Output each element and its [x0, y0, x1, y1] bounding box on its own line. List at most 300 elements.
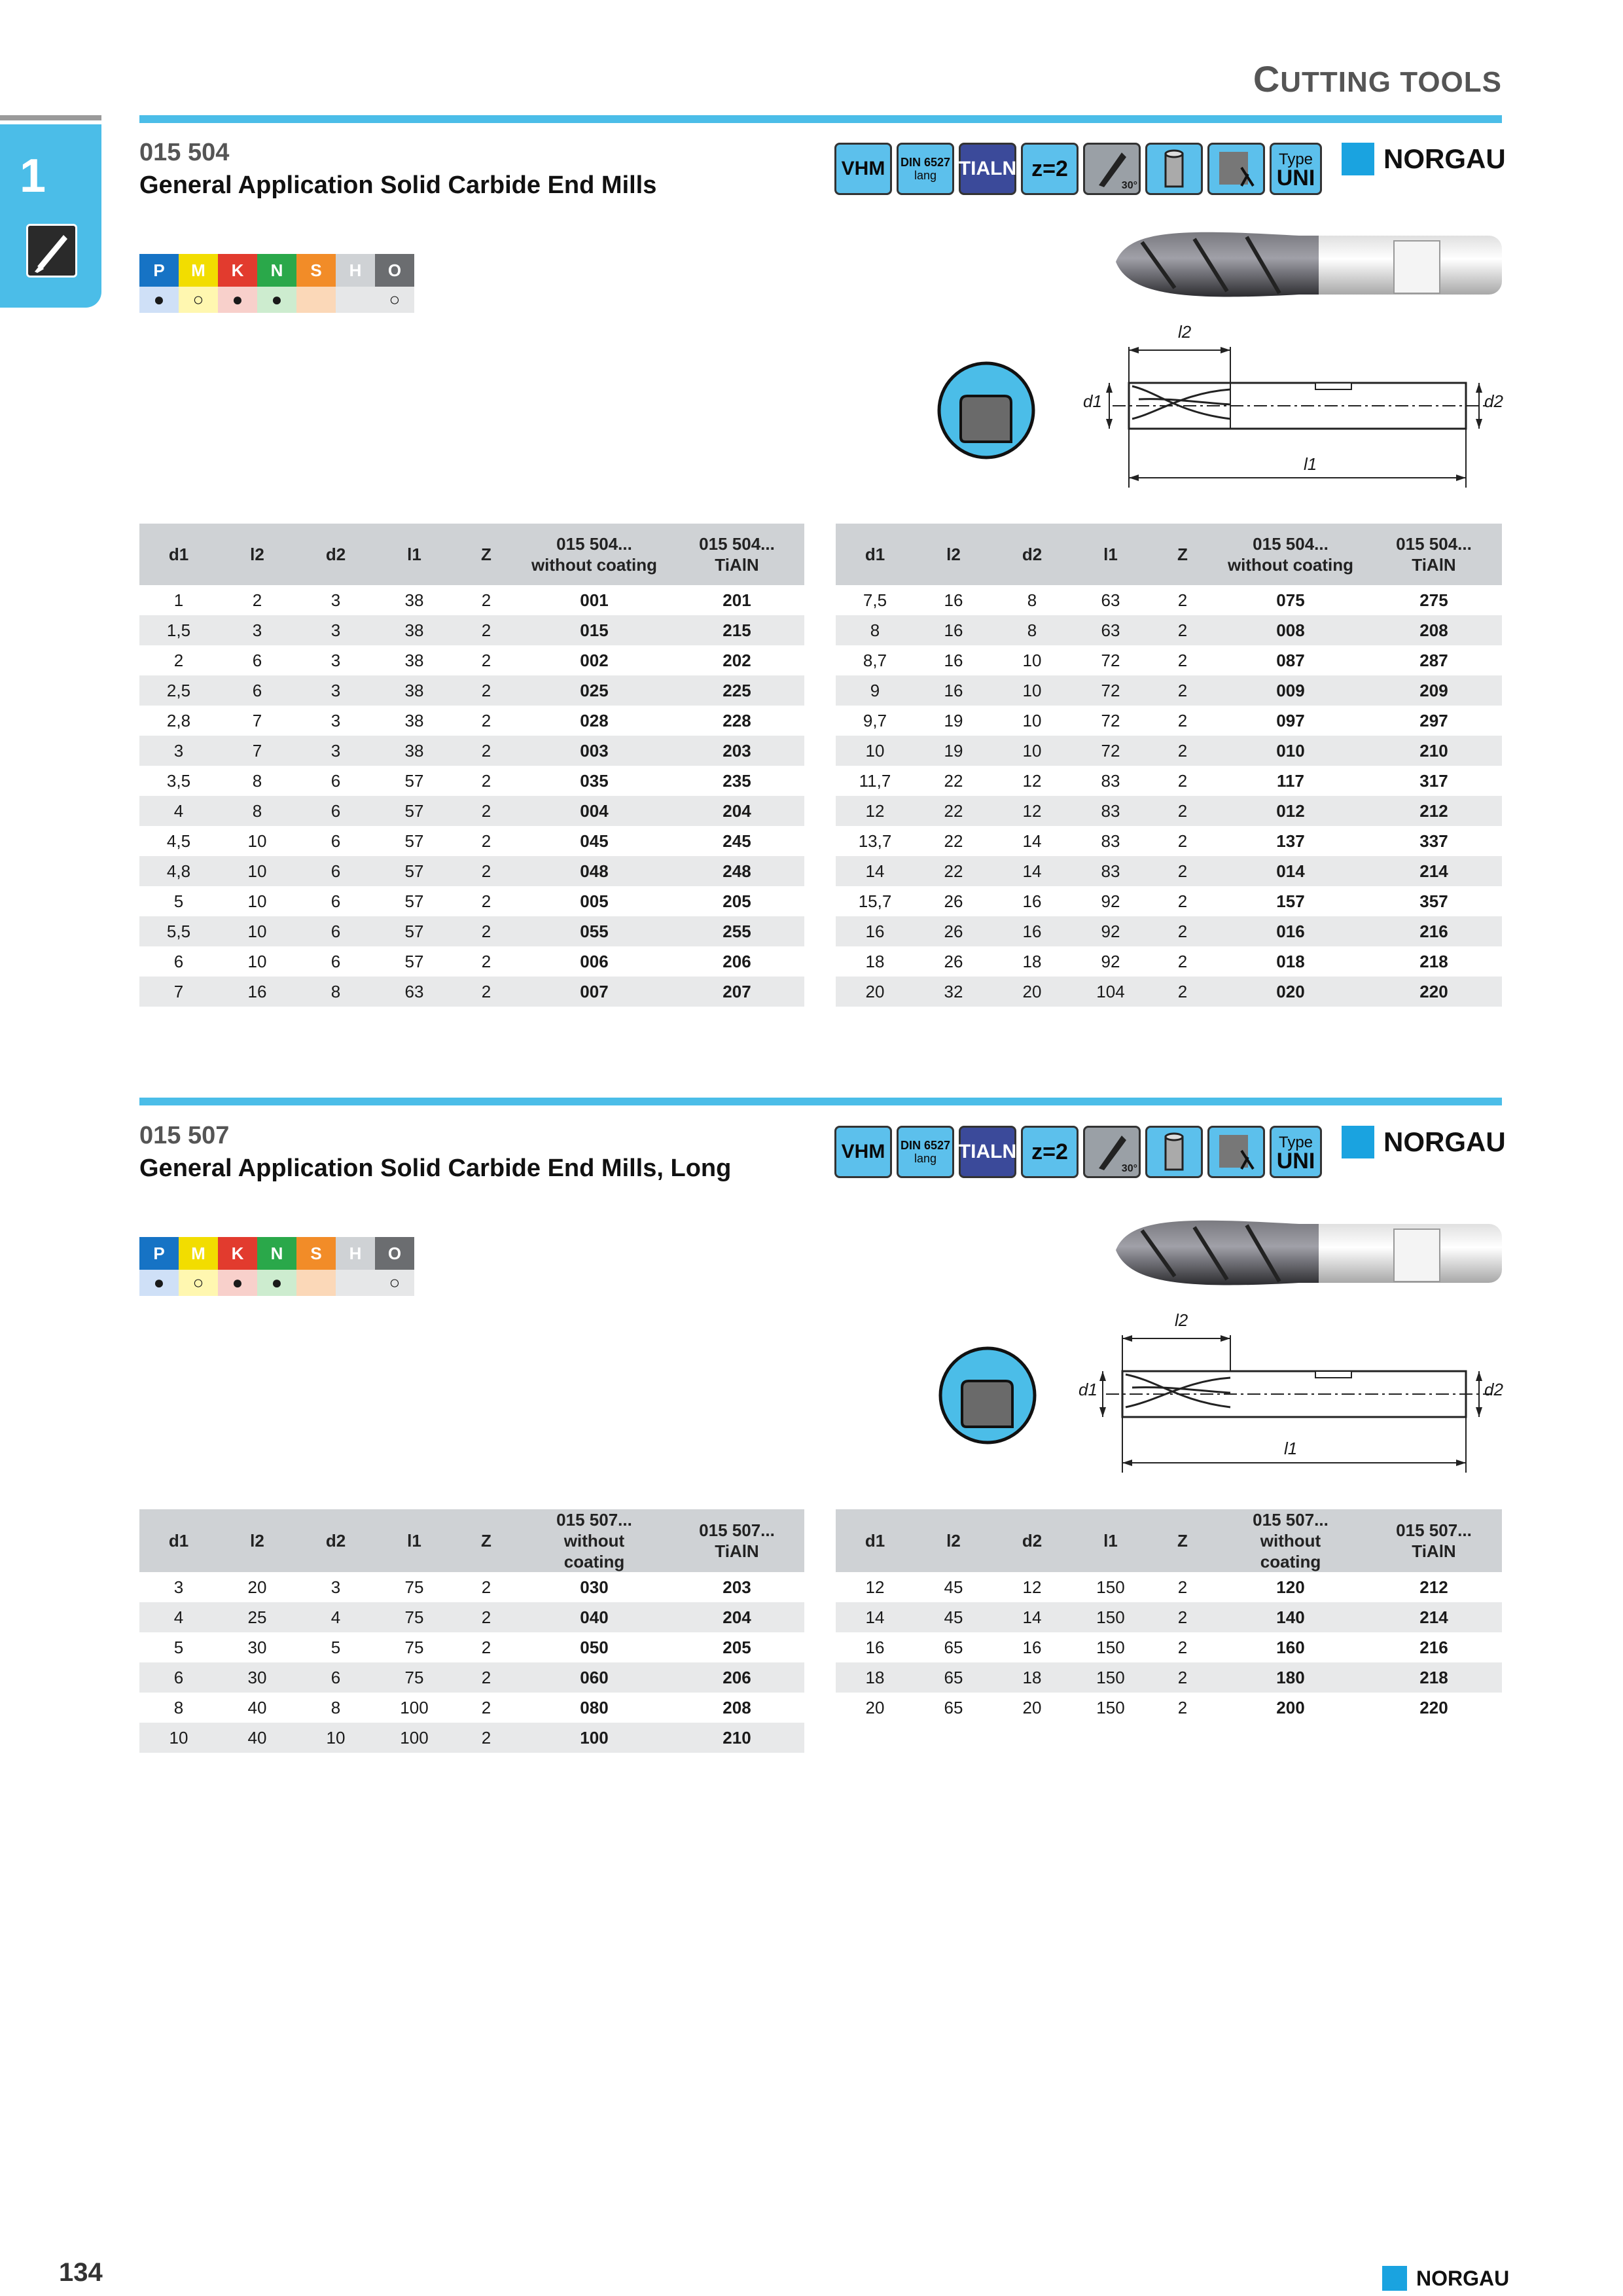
- table-cell: 203: [669, 736, 804, 766]
- table-cell: 060: [519, 1662, 669, 1693]
- column-header: d2: [993, 524, 1071, 585]
- table-cell: 30: [247, 1637, 267, 1657]
- table-cell: 10: [296, 1723, 375, 1753]
- table-row: [836, 645, 1502, 675]
- table-cell: 212: [1419, 1577, 1448, 1597]
- table-cell: 16: [914, 615, 993, 645]
- table-row: [139, 1662, 804, 1693]
- table-cell: 2: [454, 615, 519, 645]
- material-suitability-mark: ●: [139, 1270, 179, 1296]
- table-cell: 12: [993, 796, 1071, 826]
- table-cell: 214: [1366, 1602, 1502, 1632]
- table-cell: 104: [1071, 977, 1150, 1007]
- table-cell: 12: [1022, 770, 1042, 791]
- column-header: 015 507... TiAlN: [1366, 1509, 1502, 1572]
- table-cell: 2,8: [166, 710, 191, 730]
- table-cell: 7: [139, 977, 218, 1007]
- column-header: Z: [1150, 524, 1215, 585]
- table-row: [836, 1632, 1502, 1662]
- table-cell: 13,7: [858, 831, 892, 851]
- table-cell: 3: [296, 736, 375, 766]
- table-cell: 100: [400, 1697, 429, 1717]
- column-header: d1: [836, 1509, 914, 1572]
- dimension-drawing: [1073, 321, 1505, 491]
- table-cell: 3: [330, 710, 341, 730]
- table-row: [139, 1602, 804, 1632]
- table-cell: 150: [1096, 1577, 1125, 1597]
- column-header: d2: [296, 524, 375, 585]
- column-header: 015 504... without coating: [519, 524, 669, 585]
- table-cell: 2: [1177, 1577, 1188, 1597]
- table-cell: 050: [580, 1637, 609, 1657]
- table-cell: 2: [454, 796, 519, 826]
- table-row: [836, 766, 1502, 796]
- table-cell: 8,7: [863, 650, 887, 670]
- table-cell: 9,7: [863, 710, 887, 730]
- dim-label-d1: d1: [1083, 391, 1102, 411]
- table-cell: 137: [1276, 831, 1305, 851]
- table-cell: 220: [1366, 977, 1502, 1007]
- table-cell: 204: [669, 796, 804, 826]
- table-cell: 22: [944, 831, 963, 851]
- table-cell: 035: [580, 770, 609, 791]
- table-cell: 005: [580, 891, 609, 911]
- table-cell: 18: [836, 1662, 914, 1693]
- material-suitability-mark: ●: [218, 287, 257, 313]
- column-header: 015 507... TiAlN: [669, 1509, 804, 1572]
- table-cell: 287: [1419, 650, 1448, 670]
- table-cell: 010: [1215, 736, 1366, 766]
- column-header: Z: [1150, 1509, 1215, 1572]
- table-cell: 83: [1071, 856, 1150, 886]
- table-cell: 20: [836, 977, 914, 1007]
- table-cell: 6: [296, 856, 375, 886]
- brand-square-icon: [1382, 2266, 1407, 2291]
- column-header: 015 507... without coating: [519, 1509, 669, 1572]
- material-table: [139, 254, 414, 313]
- table-cell: 3: [330, 1577, 341, 1597]
- table-cell: 10: [247, 831, 267, 851]
- table-cell: 201: [722, 590, 751, 610]
- din-badge: DIN 6527 lang: [897, 143, 954, 195]
- table-cell: 10: [1022, 710, 1042, 730]
- table-cell: 097: [1276, 710, 1305, 730]
- table-cell: 6: [330, 891, 341, 911]
- table-cell: 206: [669, 1662, 804, 1693]
- table-cell: 150: [1071, 1602, 1150, 1632]
- table-cell: 2: [1177, 831, 1188, 851]
- table-cell: 8: [296, 977, 375, 1007]
- chapter-tab-top-line: [0, 115, 101, 120]
- type-uni-badge: Type UNI: [1270, 1126, 1322, 1178]
- table-row: [139, 886, 804, 916]
- table-cell: 2: [1150, 916, 1215, 946]
- table-cell: 160: [1276, 1637, 1305, 1657]
- page-number: 134: [59, 2258, 103, 2287]
- table-cell: 75: [375, 1662, 454, 1693]
- table-cell: 157: [1276, 891, 1305, 911]
- table-cell: 2: [481, 1697, 491, 1717]
- table-cell: 83: [1101, 831, 1120, 851]
- table-cell: 215: [669, 615, 804, 645]
- table-row: [139, 1693, 804, 1723]
- table-cell: 216: [1366, 916, 1502, 946]
- table-cell: 248: [669, 856, 804, 886]
- table-row: [836, 615, 1502, 645]
- table-cell: 20: [993, 977, 1071, 1007]
- table-cell: 202: [722, 650, 751, 670]
- table-row: [836, 796, 1502, 826]
- table-cell: 2: [1177, 770, 1188, 791]
- table-cell: 3,5: [166, 770, 191, 791]
- table-cell: 4: [139, 1602, 218, 1632]
- table-cell: 212: [1366, 796, 1502, 826]
- table-cell: 57: [404, 891, 424, 911]
- table-cell: 2: [1177, 650, 1188, 670]
- table-cell: 57: [375, 856, 454, 886]
- table-cell: 63: [1101, 590, 1120, 610]
- table-cell: 025: [519, 675, 669, 706]
- footer-brand-logo: NORGAU: [1382, 2266, 1509, 2291]
- table-cell: 72: [1071, 736, 1150, 766]
- table-cell: 8: [252, 770, 262, 791]
- tool-image: [1103, 1211, 1502, 1296]
- table-cell: 216: [1419, 1637, 1448, 1657]
- data-table-left: [139, 1509, 804, 1753]
- table-cell: 205: [722, 1637, 751, 1657]
- table-cell: 5,5: [139, 916, 218, 946]
- table-cell: 10: [218, 856, 296, 886]
- material-suitability-mark: ○: [375, 287, 414, 313]
- milling-type-icon: [1207, 1126, 1265, 1178]
- table-row: [836, 1693, 1502, 1723]
- table-cell: 7: [218, 736, 296, 766]
- table-cell: 210: [1366, 736, 1502, 766]
- end-mill-icon: [26, 224, 77, 278]
- table-row: [139, 645, 804, 675]
- table-cell: 002: [580, 650, 609, 670]
- table-row: [139, 796, 804, 826]
- material-group-n: N: [257, 1237, 296, 1270]
- material-group-m: M: [179, 254, 218, 287]
- table-cell: 2: [481, 650, 491, 670]
- helix-angle-icon: 30°: [1083, 143, 1141, 195]
- table-row: [139, 916, 804, 946]
- column-header: 015 507... without coating: [1215, 1509, 1366, 1572]
- section-title: General Application Solid Carbide End Mills: [139, 171, 657, 199]
- table-cell: 006: [580, 951, 609, 971]
- table-cell: 016: [1215, 916, 1366, 946]
- table-row: [836, 916, 1502, 946]
- material-suitability-mark: [336, 1270, 375, 1296]
- table-cell: 203: [722, 1577, 751, 1597]
- table-cell: 18: [1022, 951, 1042, 971]
- table-cell: 218: [1419, 951, 1448, 971]
- table-cell: 38: [404, 710, 424, 730]
- table-cell: 20: [865, 1697, 885, 1717]
- table-row: [139, 826, 804, 856]
- column-header: d1: [139, 1509, 218, 1572]
- material-suitability-mark: ●: [257, 1270, 296, 1296]
- shank-icon: [1145, 143, 1203, 195]
- table-cell: 72: [1101, 650, 1120, 670]
- table-cell: 57: [375, 796, 454, 826]
- milling-type-icon: [1207, 143, 1265, 195]
- table-row: [836, 706, 1502, 736]
- material-suitability-mark: ○: [179, 287, 218, 313]
- table-cell: 26: [944, 891, 963, 911]
- table-cell: 255: [669, 916, 804, 946]
- table-cell: 4,8: [139, 856, 218, 886]
- column-header: l1: [375, 524, 454, 585]
- table-cell: 001: [580, 590, 609, 610]
- table-row: [836, 736, 1502, 766]
- table-cell: 16: [993, 916, 1071, 946]
- section-title: General Application Solid Carbide End Mills, Long: [139, 1155, 732, 1182]
- flute-count-badge: z=2: [1021, 1126, 1079, 1178]
- material-suitability-mark: [296, 287, 336, 313]
- table-cell: 2: [454, 856, 519, 886]
- table-cell: 65: [944, 1697, 963, 1717]
- table-cell: 57: [404, 951, 424, 971]
- material-suitability-mark: ●: [257, 287, 296, 313]
- chapter-tab[interactable]: [0, 124, 101, 308]
- table-cell: 75: [404, 1637, 424, 1657]
- coating-badge: TIALN: [959, 1126, 1016, 1178]
- table-cell: 2: [1150, 796, 1215, 826]
- table-cell: 30: [218, 1662, 296, 1693]
- table-cell: 10: [836, 736, 914, 766]
- table-cell: 83: [1071, 796, 1150, 826]
- table-cell: 210: [669, 1723, 804, 1753]
- table-cell: 087: [1276, 650, 1305, 670]
- column-header: Z: [454, 1509, 519, 1572]
- shank-icon: [1145, 1126, 1203, 1178]
- table-cell: 14: [1022, 831, 1042, 851]
- table-cell: 8: [993, 615, 1071, 645]
- table-cell: 2: [454, 977, 519, 1007]
- table-cell: 208: [1366, 615, 1502, 645]
- table-cell: 004: [519, 796, 669, 826]
- table-cell: 117: [1277, 770, 1304, 791]
- table-cell: 38: [375, 675, 454, 706]
- table-cell: 140: [1215, 1602, 1366, 1632]
- table-cell: 048: [519, 856, 669, 886]
- table-row: [139, 1632, 804, 1662]
- table-cell: 19: [914, 736, 993, 766]
- column-header: 015 504... TiAlN: [669, 524, 804, 585]
- table-cell: 045: [580, 831, 609, 851]
- column-header: l1: [375, 1509, 454, 1572]
- table-cell: 14: [836, 1602, 914, 1632]
- material-suitability-mark: [336, 287, 375, 313]
- table-row: [139, 856, 804, 886]
- table-cell: 2: [252, 590, 262, 610]
- table-cell: 2: [1177, 590, 1188, 610]
- table-cell: 205: [722, 891, 751, 911]
- table-cell: 7: [252, 710, 262, 730]
- table-cell: 6: [296, 796, 375, 826]
- helix-angle-icon: 30°: [1083, 1126, 1141, 1178]
- table-cell: 2: [481, 770, 491, 791]
- tool-cross-section-icon: [937, 1345, 1039, 1446]
- brand-logo: NORGAU: [1342, 1126, 1506, 1158]
- table-row: [836, 856, 1502, 886]
- table-cell: 2: [1177, 710, 1188, 730]
- table-cell: 16: [1022, 1637, 1042, 1657]
- table-cell: 2: [1177, 1697, 1188, 1717]
- table-cell: 10: [247, 951, 267, 971]
- table-cell: 38: [375, 736, 454, 766]
- table-cell: 92: [1101, 951, 1120, 971]
- column-header: l1: [1071, 524, 1150, 585]
- table-row: [139, 766, 804, 796]
- table-cell: 150: [1096, 1637, 1125, 1657]
- table-cell: 12: [1022, 1577, 1042, 1597]
- table-cell: 19: [944, 710, 963, 730]
- table-cell: 228: [722, 710, 751, 730]
- table-cell: 2: [481, 1637, 491, 1657]
- table-cell: 45: [944, 1577, 963, 1597]
- table-row: [139, 736, 804, 766]
- table-cell: 16: [218, 977, 296, 1007]
- column-header: l1: [1071, 1509, 1150, 1572]
- material-group-s: S: [296, 254, 336, 287]
- table-row: [836, 585, 1502, 615]
- table-cell: 2: [1150, 1602, 1215, 1632]
- material-group-o: O: [375, 254, 414, 287]
- table-cell: 63: [1071, 615, 1150, 645]
- table-cell: 1,5: [139, 615, 218, 645]
- brand-logo: NORGAU: [1342, 143, 1506, 175]
- table-cell: 150: [1096, 1697, 1125, 1717]
- table-cell: 040: [519, 1602, 669, 1632]
- column-header: d1: [139, 524, 218, 585]
- column-header: l2: [914, 1509, 993, 1572]
- table-row: [836, 886, 1502, 916]
- table-cell: 100: [375, 1723, 454, 1753]
- table-cell: 297: [1419, 710, 1448, 730]
- table-cell: 75: [404, 1577, 424, 1597]
- dim-label-d1: d1: [1079, 1380, 1097, 1399]
- table-cell: 10: [247, 891, 267, 911]
- table-row: [139, 675, 804, 706]
- table-cell: 2: [454, 675, 519, 706]
- table-cell: 11,7: [859, 770, 891, 791]
- table-cell: 16: [865, 1637, 885, 1657]
- table-cell: 055: [519, 916, 669, 946]
- material-group-h: H: [336, 254, 375, 287]
- table-cell: 5: [173, 1637, 184, 1657]
- table-cell: 225: [669, 675, 804, 706]
- table-cell: 6: [296, 1662, 375, 1693]
- table-row: [139, 977, 804, 1007]
- table-cell: 65: [944, 1637, 963, 1657]
- dim-label-d2: d2: [1484, 391, 1503, 411]
- table-cell: 25: [218, 1602, 296, 1632]
- table-cell: 10: [218, 916, 296, 946]
- column-header: 015 504... TiAlN: [1366, 524, 1502, 585]
- table-cell: 235: [722, 770, 751, 791]
- table-cell: 8: [173, 1697, 184, 1717]
- table-cell: 40: [247, 1697, 267, 1717]
- table-cell: 080: [580, 1697, 609, 1717]
- din-badge: DIN 6527 lang: [897, 1126, 954, 1178]
- table-cell: 208: [722, 1697, 751, 1717]
- table-cell: 18: [993, 1662, 1071, 1693]
- table-cell: 2: [481, 951, 491, 971]
- table-cell: 10: [139, 1723, 218, 1753]
- material-group-h: H: [336, 1237, 375, 1270]
- table-cell: 72: [1101, 710, 1120, 730]
- table-cell: 4: [139, 796, 218, 826]
- table-cell: 22: [944, 770, 963, 791]
- table-cell: 6: [330, 831, 341, 851]
- table-cell: 6: [218, 675, 296, 706]
- table-row: [836, 826, 1502, 856]
- table-cell: 120: [1276, 1577, 1305, 1597]
- table-cell: 2: [1177, 891, 1188, 911]
- table-cell: 204: [669, 1602, 804, 1632]
- table-cell: 337: [1419, 831, 1448, 851]
- table-cell: 2: [1150, 675, 1215, 706]
- table-row: [139, 1723, 804, 1753]
- dim-label-l1: l1: [1304, 454, 1317, 474]
- table-cell: 6: [252, 650, 262, 670]
- table-cell: 014: [1215, 856, 1366, 886]
- table-cell: 14: [993, 856, 1071, 886]
- column-header: d1: [836, 524, 914, 585]
- data-table-left: [139, 524, 804, 1007]
- table-cell: 150: [1071, 1662, 1150, 1693]
- table-cell: 14: [836, 856, 914, 886]
- table-cell: 3: [296, 615, 375, 645]
- column-header: l2: [218, 524, 296, 585]
- material-suitability-mark: ●: [139, 287, 179, 313]
- column-header: 015 504... without coating: [1215, 524, 1366, 585]
- table-cell: 40: [218, 1723, 296, 1753]
- table-cell: 2: [1150, 615, 1215, 645]
- dim-label-l2: l2: [1178, 322, 1192, 342]
- table-cell: 12: [836, 796, 914, 826]
- table-cell: 030: [580, 1577, 609, 1597]
- table-cell: 2: [481, 1577, 491, 1597]
- table-cell: 2,5: [139, 675, 218, 706]
- material-group-p: P: [139, 1237, 179, 1270]
- table-cell: 3: [139, 736, 218, 766]
- data-table-right: [836, 1509, 1502, 1723]
- table-cell: 009: [1215, 675, 1366, 706]
- table-cell: 16: [944, 590, 963, 610]
- table-row: [139, 585, 804, 615]
- table-cell: 6: [330, 770, 341, 791]
- table-cell: 4: [296, 1602, 375, 1632]
- table-cell: 220: [1419, 1697, 1448, 1717]
- table-cell: 22: [914, 856, 993, 886]
- table-cell: 180: [1215, 1662, 1366, 1693]
- material-suitability-mark: [296, 1270, 336, 1296]
- section-code: 015 504: [139, 139, 230, 166]
- table-cell: 6: [173, 951, 184, 971]
- chapter-number: 1: [20, 150, 46, 202]
- table-cell: 5: [173, 891, 184, 911]
- table-cell: 214: [1366, 856, 1502, 886]
- table-row: [139, 615, 804, 645]
- table-cell: 92: [1071, 916, 1150, 946]
- table-cell: 3: [173, 1577, 184, 1597]
- table-row: [836, 977, 1502, 1007]
- material-group-p: P: [139, 254, 179, 287]
